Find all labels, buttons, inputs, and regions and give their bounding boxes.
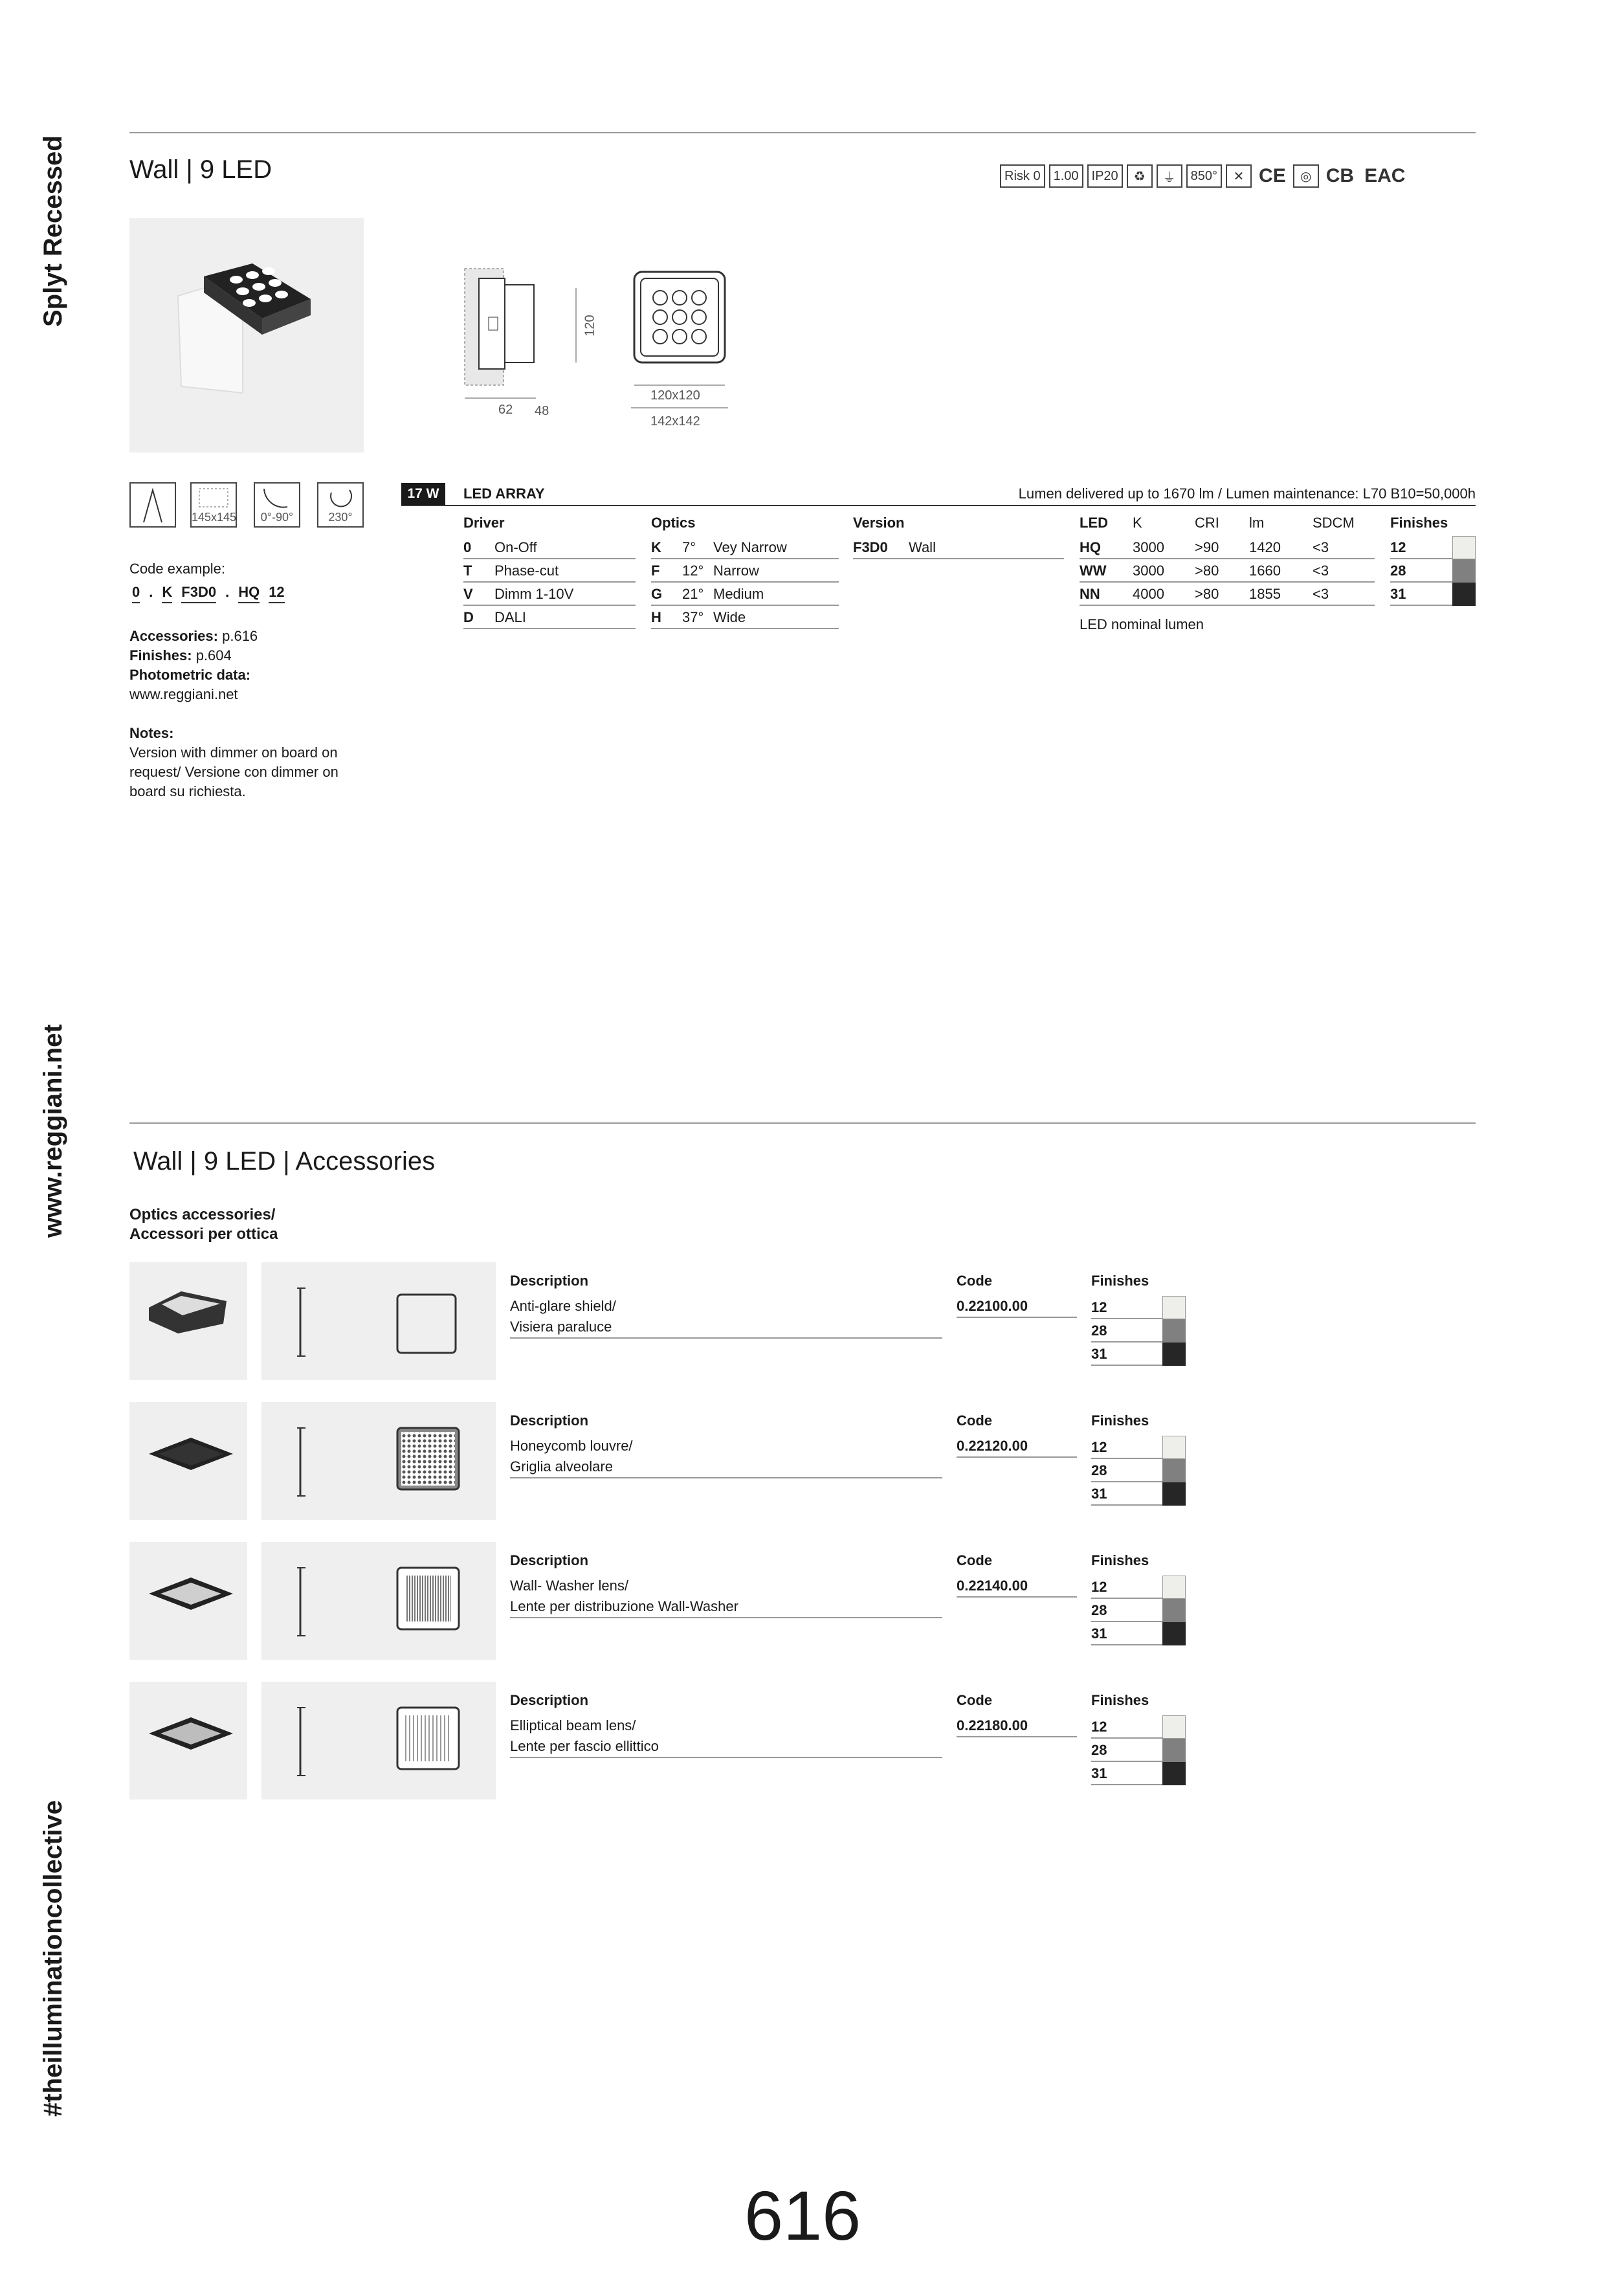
finish-code: 28 bbox=[1091, 1742, 1107, 1758]
accessory-drawing bbox=[261, 1262, 496, 1380]
recycle-icon: ♻ bbox=[1127, 164, 1153, 188]
finish-code: 12 bbox=[1091, 1719, 1107, 1735]
cb-mark-icon: CB bbox=[1325, 165, 1355, 186]
finish-swatch bbox=[1162, 1319, 1186, 1343]
cri-header: CRI bbox=[1195, 515, 1219, 531]
description-line-2: Visiera paraluce bbox=[510, 1319, 612, 1335]
accessory-drawing bbox=[261, 1402, 496, 1520]
led-cri: >90 bbox=[1195, 539, 1219, 555]
optics-row bbox=[651, 559, 839, 583]
finish-swatch bbox=[1162, 1599, 1186, 1622]
description-line-1: Anti-glare shield/ bbox=[510, 1298, 616, 1314]
dim-height: 120 bbox=[582, 315, 597, 337]
accessory-description bbox=[510, 1436, 942, 1478]
description-line-2: Lente per distribuzione Wall-Washer bbox=[510, 1598, 738, 1614]
optics-angle: 21° bbox=[682, 586, 704, 602]
subtitle-line-1: Optics accessories/ bbox=[129, 1206, 276, 1223]
led-lm: 1855 bbox=[1249, 586, 1281, 602]
side-website-label: www.reggiani.net bbox=[39, 1024, 67, 1238]
finish-swatch bbox=[1162, 1715, 1186, 1739]
description-header: Description bbox=[510, 1273, 589, 1289]
led-k: 3000 bbox=[1133, 563, 1164, 579]
description-line-2: Lente per fascio ellittico bbox=[510, 1738, 659, 1754]
finish-code: 28 bbox=[1390, 563, 1406, 579]
lumen-note: Lumen delivered up to 1670 lm / Lumen maintenance: L70 B10=50,000h bbox=[1018, 485, 1476, 502]
version-code: F3D0 bbox=[853, 539, 888, 555]
optics-row bbox=[651, 606, 839, 629]
side-section-label: Splyt Recessed bbox=[39, 135, 67, 327]
product-title: Wall | 9 LED bbox=[129, 155, 272, 184]
driver-code: D bbox=[463, 609, 474, 625]
accessory-description bbox=[510, 1715, 942, 1758]
finish-swatch bbox=[1162, 1482, 1186, 1506]
led-sdcm: <3 bbox=[1313, 539, 1329, 555]
finish-swatch bbox=[1162, 1436, 1186, 1459]
finish-swatch bbox=[1162, 1459, 1186, 1482]
code-dot-1: . bbox=[149, 584, 153, 600]
driver-name: On-Off bbox=[494, 539, 537, 555]
led-sdcm: <3 bbox=[1313, 586, 1329, 602]
finish-swatch bbox=[1162, 1762, 1186, 1785]
driver-name: DALI bbox=[494, 609, 526, 625]
no-insulation-icon: ✕ bbox=[1226, 164, 1252, 188]
led-code: HQ bbox=[1080, 539, 1101, 555]
accessory-photo bbox=[129, 1682, 247, 1800]
beam-icon bbox=[129, 482, 176, 528]
led-nominal-note: LED nominal lumen bbox=[1080, 616, 1204, 632]
driver-row bbox=[463, 559, 636, 583]
power-factor-badge: 1.00 bbox=[1049, 164, 1083, 188]
driver-row bbox=[463, 536, 636, 559]
finish-swatch-12 bbox=[1452, 536, 1476, 559]
led-lm: 1420 bbox=[1249, 539, 1281, 555]
code-part-led: HQ bbox=[238, 583, 260, 603]
finish-code: 28 bbox=[1091, 1462, 1107, 1478]
sdcm-header: SDCM bbox=[1313, 515, 1355, 531]
driver-name: Dimm 1-10V bbox=[494, 586, 574, 602]
wattage-badge: 17 W bbox=[401, 483, 445, 505]
optics-header: Optics bbox=[651, 515, 696, 531]
finish-code: 12 bbox=[1091, 1299, 1107, 1315]
accessory-drawing bbox=[261, 1542, 496, 1660]
tilt-icon bbox=[254, 482, 300, 528]
photometric-label: Photometric data: bbox=[129, 667, 251, 683]
side-hashtag-label: #theilluminationcollective bbox=[39, 1800, 67, 2117]
accessory-photo bbox=[129, 1262, 247, 1380]
rotate-icon bbox=[317, 482, 364, 528]
finishes-header: Finishes bbox=[1390, 515, 1448, 531]
optics-row bbox=[651, 536, 839, 559]
accessory-code: 0.22180.00 bbox=[957, 1715, 1077, 1737]
code-header: Code bbox=[957, 1412, 992, 1429]
table-header-rule bbox=[401, 505, 1476, 506]
finish-swatch bbox=[1162, 1296, 1186, 1319]
code-dot-2: . bbox=[225, 584, 230, 600]
accessory-photo bbox=[129, 1542, 247, 1660]
finish-code: 28 bbox=[1091, 1322, 1107, 1339]
page-number: 616 bbox=[744, 2176, 861, 2255]
recess-cutout-icon bbox=[190, 482, 237, 528]
finishes-ref-label: Finishes: bbox=[129, 647, 192, 663]
accessory-description bbox=[510, 1296, 942, 1339]
description-header: Description bbox=[510, 1412, 589, 1429]
recess-cutout-label: 145x145 bbox=[192, 511, 237, 524]
led-k: 3000 bbox=[1133, 539, 1164, 555]
code-part-optics: K bbox=[162, 583, 172, 603]
version-row bbox=[853, 536, 1064, 559]
ce-mark-icon: CE bbox=[1259, 165, 1286, 186]
driver-header: Driver bbox=[463, 515, 505, 531]
led-k: 4000 bbox=[1133, 586, 1164, 602]
description-line-1: Honeycomb louvre/ bbox=[510, 1438, 633, 1454]
finish-code: 12 bbox=[1390, 539, 1406, 555]
optics-name: Wide bbox=[713, 609, 746, 625]
driver-row bbox=[463, 583, 636, 606]
ground-icon: ⏚ bbox=[1157, 164, 1182, 188]
risk-badge: Risk 0 bbox=[1000, 164, 1045, 188]
led-row bbox=[1080, 583, 1375, 606]
finish-code: 31 bbox=[1091, 1625, 1107, 1642]
accessories-ref-value: p.616 bbox=[222, 628, 258, 644]
description-header: Description bbox=[510, 1692, 589, 1708]
finishes-header: Finishes bbox=[1091, 1412, 1149, 1429]
accessory-code: 0.22140.00 bbox=[957, 1576, 1077, 1598]
dim-front2: 142x142 bbox=[650, 414, 700, 429]
dim-depth1: 62 bbox=[498, 403, 513, 417]
optics-code: G bbox=[651, 586, 663, 602]
description-line-2: Griglia alveolare bbox=[510, 1458, 613, 1475]
finish-code: 31 bbox=[1390, 586, 1406, 602]
description-line-1: Wall- Washer lens/ bbox=[510, 1577, 628, 1594]
driver-code: T bbox=[463, 563, 472, 579]
led-row bbox=[1080, 559, 1375, 583]
finish-code: 12 bbox=[1091, 1439, 1107, 1455]
accessory-code: 0.22120.00 bbox=[957, 1436, 1077, 1458]
finish-swatch bbox=[1162, 1739, 1186, 1762]
driver-row bbox=[463, 606, 636, 629]
ip-rating-badge: IP20 bbox=[1087, 164, 1123, 188]
code-example bbox=[132, 583, 285, 603]
subtitle-line-2: Accessori per ottica bbox=[129, 1225, 278, 1243]
code-header: Code bbox=[957, 1273, 992, 1289]
led-array-label: LED ARRAY bbox=[463, 485, 545, 502]
optics-row bbox=[651, 583, 839, 606]
description-line-1: Elliptical beam lens/ bbox=[510, 1717, 636, 1733]
optics-angle: 37° bbox=[682, 609, 704, 625]
led-header: LED bbox=[1080, 515, 1108, 531]
finishes-header: Finishes bbox=[1091, 1692, 1149, 1708]
optics-code: K bbox=[651, 539, 661, 555]
finish-swatch-31 bbox=[1452, 583, 1476, 606]
optics-name: Narrow bbox=[713, 563, 759, 579]
eac-mark-icon: EAC bbox=[1364, 165, 1406, 186]
finishes-header: Finishes bbox=[1091, 1273, 1149, 1289]
finishes-ref-value: p.604 bbox=[195, 647, 232, 663]
finish-swatch bbox=[1162, 1576, 1186, 1599]
k-header: K bbox=[1133, 515, 1142, 531]
dim-depth2: 48 bbox=[535, 404, 549, 418]
accessory-drawing bbox=[261, 1682, 496, 1800]
led-cri: >80 bbox=[1195, 586, 1219, 602]
top-rule bbox=[129, 132, 1476, 133]
code-part-version: F3D0 bbox=[181, 583, 216, 603]
finish-code: 31 bbox=[1091, 1486, 1107, 1502]
optics-name: Vey Narrow bbox=[713, 539, 787, 555]
optics-angle: 12° bbox=[682, 563, 704, 579]
finish-swatch bbox=[1162, 1343, 1186, 1366]
description-header: Description bbox=[510, 1552, 589, 1568]
notes-text: Version with dimmer on board on request/ Versione con dimmer on board su richiesta. bbox=[129, 744, 338, 799]
rotate-label: 230° bbox=[328, 511, 353, 524]
finish-code: 12 bbox=[1091, 1579, 1107, 1595]
driver-code: 0 bbox=[463, 539, 472, 555]
code-part-finish: 12 bbox=[269, 583, 284, 603]
led-code: WW bbox=[1080, 563, 1107, 579]
led-row bbox=[1080, 536, 1375, 559]
glow-wire-badge: 850° bbox=[1186, 164, 1222, 188]
tilt-label: 0°-90° bbox=[260, 511, 294, 524]
accessory-code: 0.22100.00 bbox=[957, 1296, 1077, 1318]
optics-accessories-subtitle bbox=[129, 1205, 278, 1244]
accessories-ref-label: Accessories: bbox=[129, 628, 218, 644]
optics-code: F bbox=[651, 563, 660, 579]
technical-drawing bbox=[453, 259, 751, 440]
finishes-ref bbox=[129, 646, 369, 665]
version-name: Wall bbox=[909, 539, 936, 555]
accessory-description bbox=[510, 1576, 942, 1618]
led-lm: 1660 bbox=[1249, 563, 1281, 579]
accessories-title: Wall | 9 LED | Accessories bbox=[133, 1147, 436, 1176]
lm-header: lm bbox=[1249, 515, 1265, 531]
finishes-header: Finishes bbox=[1091, 1552, 1149, 1568]
optics-code: H bbox=[651, 609, 661, 625]
dim-front1: 120x120 bbox=[650, 388, 700, 403]
optics-angle: 7° bbox=[682, 539, 696, 555]
certifications-bar bbox=[1000, 164, 1408, 188]
driver-code: V bbox=[463, 586, 473, 602]
led-sdcm: <3 bbox=[1313, 563, 1329, 579]
code-header: Code bbox=[957, 1692, 992, 1708]
photometric-value: www.reggiani.net bbox=[129, 686, 238, 702]
optics-name: Medium bbox=[713, 586, 764, 602]
technical-drawing-svg bbox=[453, 259, 751, 440]
finish-code: 31 bbox=[1091, 1765, 1107, 1781]
enec-mark-icon: ◎ bbox=[1293, 164, 1319, 188]
led-code: NN bbox=[1080, 586, 1100, 602]
driver-name: Phase-cut bbox=[494, 563, 559, 579]
product-photo-image bbox=[129, 218, 364, 452]
code-header: Code bbox=[957, 1552, 992, 1568]
finish-swatch-28 bbox=[1452, 559, 1476, 583]
code-example-label: Code example: bbox=[129, 561, 225, 577]
product-photo bbox=[129, 218, 364, 452]
accessories-rule bbox=[129, 1122, 1476, 1124]
accessories-ref bbox=[129, 627, 369, 646]
finish-code: 28 bbox=[1091, 1602, 1107, 1618]
notes-label: Notes: bbox=[129, 725, 174, 741]
product-info bbox=[129, 627, 369, 801]
code-part-driver: 0 bbox=[132, 583, 140, 603]
finish-swatch bbox=[1162, 1622, 1186, 1645]
accessory-photo bbox=[129, 1402, 247, 1520]
led-cri: >80 bbox=[1195, 563, 1219, 579]
finish-code: 31 bbox=[1091, 1346, 1107, 1362]
version-header: Version bbox=[853, 515, 905, 531]
